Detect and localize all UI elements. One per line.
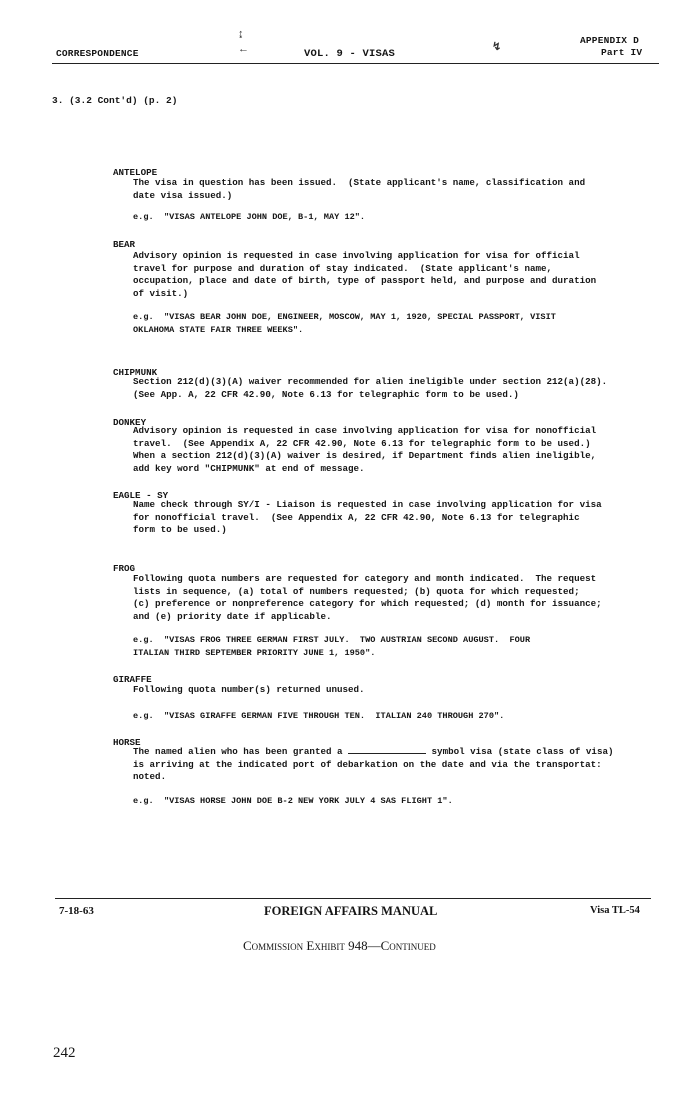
entry-body-chipmunk: Section 212(d)(3)(A) waiver recommended for alien ineligible under section 212(a)(28). (See App. A, 22 CFR 42.90, Note 6.13 for telegraphic form to be used.) bbox=[133, 376, 608, 400]
footer-date: 7-18-63 bbox=[59, 905, 94, 917]
term-giraffe: GIRAFFE bbox=[113, 674, 152, 685]
entry-body-antelope: The visa in question has been issued. (State applicant's name, classification and date visa issued.) bbox=[133, 177, 586, 201]
footer-tl: Visa TL-54 bbox=[590, 905, 640, 916]
entry-example-frog: e.g. "VISAS FROG THREE GERMAN FIRST JULY. TWO AUSTRIAN SECOND AUGUST. FOUR ITALIAN THIRD SEPTEMBER PRIORITY JUNE 1, 1950". bbox=[133, 635, 531, 658]
entry-body-frog: Following quota numbers are requested for category and month indicated. The request lists in sequence, (a) total of numbers requested; (b) quota for which requested; (c) preference or nonpreference category for which requested; (d) month for issuance; and (e) priority date if applicable. bbox=[133, 573, 602, 622]
entry-body-giraffe: Following quota number(s) returned unused. bbox=[133, 684, 365, 695]
header-rule bbox=[52, 63, 659, 64]
exhibit-caption: Commission Exhibit 948—Continued bbox=[243, 938, 436, 953]
section-label: 3. (3.2 Cont'd) (p. 2) bbox=[52, 95, 178, 106]
term-antelope: ANTELOPE bbox=[113, 167, 158, 178]
term-bear: BEAR bbox=[113, 239, 136, 250]
term-frog: FROG bbox=[113, 563, 136, 574]
horse-body-pre: The named alien who has been granted a bbox=[133, 746, 349, 757]
print-mark: ← bbox=[238, 43, 249, 55]
entry-body-donkey: Advisory opinion is requested in case involving application for visa for nonofficial travel. (See Appendix A, 22 CFR 42.90, Note 6.13 for telegraphic form to be used.) When a section 212(d)(3)(A) waiver is desired, if Department finds alien ineligible, add key word "CHIPMUNK" at end of message. bbox=[133, 425, 597, 474]
term-eagle-sy: EAGLE - SY bbox=[113, 490, 169, 501]
header-left: CORRESPONDENCE bbox=[56, 48, 139, 59]
footer-rule bbox=[55, 898, 651, 899]
page-number: 242 bbox=[53, 1045, 76, 1061]
header-right-top: APPENDIX D bbox=[580, 35, 640, 46]
entry-body-horse bbox=[133, 744, 653, 784]
entry-example-giraffe: e.g. "VISAS GIRAFFE GERMAN FIVE THROUGH TEN. ITALIAN 240 THROUGH 270". bbox=[133, 711, 505, 721]
horse-body-post: symbol visa (state class of visa) is arriving at the indicated port of debarkation on the date and via the transportat: noted. bbox=[133, 746, 614, 783]
print-mark: ↨ bbox=[238, 28, 244, 40]
blank-line bbox=[348, 744, 426, 754]
header-center: VOL. 9 - VISAS bbox=[304, 48, 396, 60]
entry-body-bear: Advisory opinion is requested in case involving application for visa for official travel for purpose and duration of stay indicated. (State applicant's name, occupation, place and date of birth, type of passport held, and purpose and duration of visit.) bbox=[133, 250, 597, 299]
footer-title: FOREIGN AFFAIRS MANUAL bbox=[264, 904, 438, 918]
entry-example-horse: e.g. "VISAS HORSE JOHN DOE B-2 NEW YORK JULY 4 SAS FLIGHT 1". bbox=[133, 796, 453, 806]
entry-example-antelope: e.g. "VISAS ANTELOPE JOHN DOE, B-1, MAY 12". bbox=[133, 212, 366, 222]
term-donkey: DONKEY bbox=[113, 417, 147, 428]
header-right-bottom: Part IV bbox=[601, 47, 643, 58]
term-horse: HORSE bbox=[113, 737, 141, 748]
term-chipmunk: CHIPMUNK bbox=[113, 367, 158, 378]
print-mark: ↯ bbox=[492, 41, 502, 53]
entry-example-bear: e.g. "VISAS BEAR JOHN DOE, ENGINEER, MOSCOW, MAY 1, 1920, SPECIAL PASSPORT, VISIT OKLAHOMA STATE FAIR THREE WEEKS". bbox=[133, 312, 556, 335]
entry-body-eagle-sy: Name check through SY/I - Liaison is requested in case involving application for visa for nonofficial travel. (See Appendix A, 22 CFR 42.90, Note 6.13 for telegraphic form to be used.) bbox=[133, 499, 602, 536]
